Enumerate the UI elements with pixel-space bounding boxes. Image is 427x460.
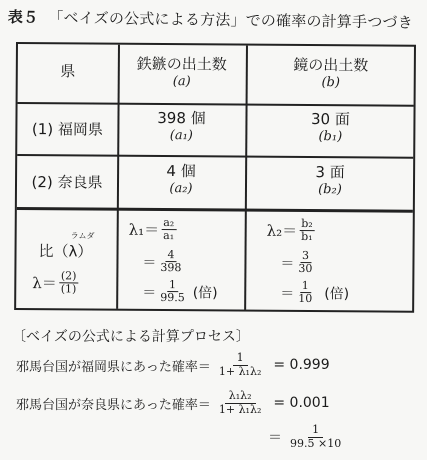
lambda1-fraction2 xyxy=(158,249,183,274)
divider xyxy=(18,102,414,106)
header-mirror-label: 鏡の出土数 xyxy=(293,55,369,75)
lambda2-fraction1 xyxy=(299,218,315,243)
header-prefecture: 県 xyxy=(60,62,76,81)
nara-probability-result: = 0.001 xyxy=(273,395,330,412)
fraction-denominator: 30 xyxy=(298,262,313,276)
fukuoka-probability-label: 邪馬台国が福岡県にあった確率＝ xyxy=(16,359,211,375)
table-title xyxy=(8,6,413,33)
equals-sign: ＝ xyxy=(142,254,157,271)
fraction-numerator: a₂ xyxy=(161,217,176,230)
header-iron-label: 鉄鏃の出土数 xyxy=(136,54,227,74)
fraction-denominator: 10 xyxy=(298,292,313,306)
lambda1-fraction1 xyxy=(161,217,176,242)
equals-sign: ＝ xyxy=(142,284,157,301)
header-iron-arrowheads xyxy=(118,55,246,91)
table-caption: 「ベイズの公式による方法」での確率の計算手つづき xyxy=(48,8,413,32)
nara-probability xyxy=(16,390,330,416)
process-title: 〔ベイズの公式による計算プロセス〕 xyxy=(12,329,250,345)
fraction-denominator: 1+ λ₁λ₂ xyxy=(218,364,262,378)
fraction-numerator: λ₁λ₂ xyxy=(225,390,256,404)
lambda1-step3 xyxy=(142,279,218,305)
equals-sign: ＝ xyxy=(280,255,295,272)
data-table xyxy=(14,42,416,313)
divider xyxy=(17,207,413,213)
iron-count: 4 個 xyxy=(166,162,196,181)
header-mirror-symbol: (b) xyxy=(321,74,341,91)
unit-times: (倍) xyxy=(192,284,218,302)
lambda2-lhs: λ₂＝ xyxy=(266,221,298,241)
lambda2-fraction2 xyxy=(296,250,314,275)
lambda-def-fraction xyxy=(59,270,79,295)
fraction-numerator: 1 xyxy=(308,424,323,438)
fukuoka-probability-result: = 0.999 xyxy=(273,357,330,374)
header-iron-symbol: (a) xyxy=(172,73,191,89)
lambda2-step3 xyxy=(280,280,349,306)
fraction-denominator: b₁ xyxy=(301,230,313,244)
row-fukuoka-label: (1) 福岡県 xyxy=(31,120,103,139)
equals-sign: ＝ xyxy=(280,285,295,302)
fraction-numerator: 4 xyxy=(165,249,176,262)
fraction-denominator: 99.5 xyxy=(160,291,185,305)
row-fukuoka-mirror xyxy=(245,110,415,146)
fraction-numerator: (2) xyxy=(59,270,79,283)
fraction-denominator: (1) xyxy=(60,282,77,296)
fraction-numerator: 1 xyxy=(300,280,311,293)
mirror-count: 30 面 xyxy=(310,110,350,129)
mirror-count: 3 面 xyxy=(315,163,345,182)
equals-sign: ＝ xyxy=(268,430,282,447)
unit-times: (倍) xyxy=(324,285,350,302)
ratio-label: 比（λ） xyxy=(38,242,93,261)
row-fukuoka-iron xyxy=(117,109,245,145)
lambda1-step2 xyxy=(142,249,185,274)
iron-symbol: (a₁) xyxy=(169,127,193,143)
fraction-denominator: a₁ xyxy=(163,229,175,243)
fraction-numerator: 1 xyxy=(167,279,178,292)
table-number: 表５ xyxy=(7,7,39,27)
header-mirrors xyxy=(246,56,416,92)
divider xyxy=(17,154,413,158)
lambda2-step2 xyxy=(280,250,316,275)
lambda2-step1 xyxy=(267,218,317,244)
lambda-definition xyxy=(32,270,80,296)
fraction-numerator: b₂ xyxy=(299,218,315,231)
iron-symbol: (a₂) xyxy=(169,180,193,196)
nara-expansion-fraction xyxy=(286,424,345,450)
lambda1-lhs: λ₁＝ xyxy=(128,220,160,240)
mirror-symbol: (b₂) xyxy=(318,181,342,198)
lambda-def-lhs: λ＝ xyxy=(32,274,57,293)
fraction-denominator: 398 xyxy=(160,261,182,275)
iron-count: 398 個 xyxy=(157,108,206,128)
ratio-ruby: ラムダ xyxy=(70,231,95,241)
nara-probability-expansion xyxy=(268,424,349,450)
fraction-denominator: 1+ λ₁λ₂ xyxy=(218,402,262,416)
fukuoka-probability-fraction xyxy=(215,352,265,378)
lambda1-step1 xyxy=(129,217,179,243)
fraction-denominator: 99.5 ×10 xyxy=(290,436,342,450)
fraction-numerator: 1 xyxy=(233,352,248,366)
lambda1-fraction3 xyxy=(158,279,187,304)
mirror-symbol: (b₁) xyxy=(318,128,343,145)
nara-probability-label: 邪馬台国が奈良県にあった確率＝ xyxy=(16,397,211,413)
lambda2-fraction3 xyxy=(296,280,314,305)
row-nara-label: (2) 奈良県 xyxy=(31,173,103,192)
nara-probability-fraction xyxy=(215,390,265,416)
fraction-numerator: 3 xyxy=(300,250,311,263)
fukuoka-probability xyxy=(16,352,330,378)
row-nara-iron xyxy=(117,162,245,198)
row-nara-mirror xyxy=(245,163,415,199)
